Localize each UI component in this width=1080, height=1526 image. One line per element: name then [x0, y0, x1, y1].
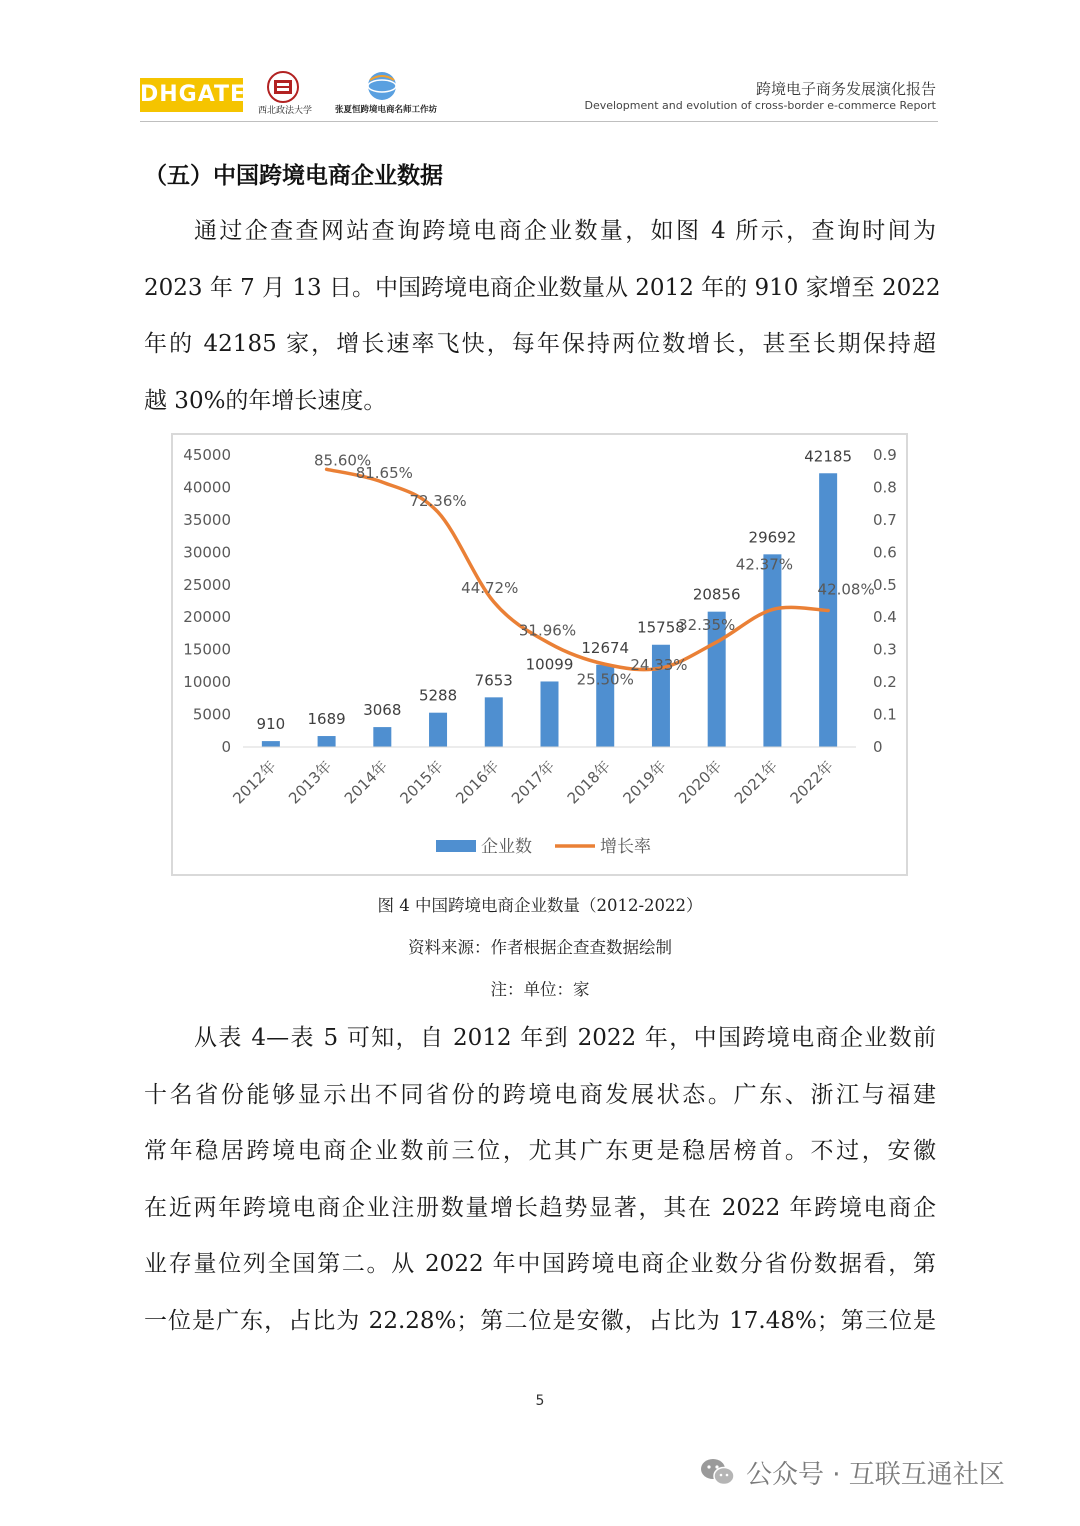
bar-value-label: 42185 [804, 447, 852, 466]
report-title-en: Development and evolution of cross-border e-commerce Report [584, 99, 936, 112]
bar [541, 681, 559, 747]
x-tick-label: 2020年 [675, 757, 726, 808]
bar-value-label: 5288 [418, 686, 458, 705]
x-tick-label: 2022年 [786, 757, 837, 808]
page-number: 5 [535, 1393, 545, 1409]
paragraph-line: 越 30%的年增长速度。 [144, 387, 387, 414]
paragraph-line: 十名省份能够显示出不同省份的跨境电商发展状态。广东、浙江与福建 [144, 1081, 936, 1108]
studio-name: 张夏恒跨境电商名师工作坊 [334, 105, 437, 115]
bar-value-label: 10099 [525, 655, 574, 674]
y-right-tick-label: 0.4 [873, 608, 897, 627]
paragraph-2 [144, 1010, 936, 1349]
line-value-label: 32.35% [678, 616, 736, 635]
bar-value-label: 20856 [692, 585, 741, 604]
figure-caption: 图 4 中国跨境电商企业数量（2012-2022） [377, 896, 703, 915]
studio-globe-icon [362, 70, 402, 102]
watermark-text: 公众号 · 互联互通社区 [746, 1459, 1005, 1490]
x-tick-label: 2015年 [396, 757, 447, 808]
paragraph-1 [144, 203, 941, 429]
y-right-tick-label: 0.2 [873, 673, 897, 692]
bar-value-label: 15758 [637, 618, 685, 637]
bar-value-label: 12674 [581, 638, 630, 657]
watermark [698, 1452, 1005, 1492]
line-value-label: 81.65% [355, 464, 413, 483]
x-tick-label: 2018年 [563, 757, 615, 808]
line-value-label: 72.36% [409, 492, 467, 511]
y-left-tick-label: 40000 [183, 478, 231, 497]
bar [429, 713, 447, 747]
y-left-tick-label: 15000 [183, 640, 231, 659]
paragraph-line: 年的 42185 家，增长速率飞快，每年保持两位数增长，甚至长期保持超 [144, 331, 936, 357]
line-value-label: 44.72% [461, 578, 519, 597]
bar-value-label: 3068 [363, 701, 402, 720]
paragraph-line: 2023 年 7 月 13 日。中国跨境电商企业数量从 2012 年的 910 家增至 2022 [144, 274, 941, 301]
y-right-tick-label: 0.3 [873, 640, 897, 659]
legend-label: 企业数 [481, 837, 532, 857]
wechat-icon [698, 1456, 738, 1488]
report-title-cn: 跨境电子商务发展演化报告 [755, 80, 936, 98]
line-value-label: 25.50% [576, 670, 634, 689]
section-title: （五）中国跨境电商企业数据 [144, 163, 443, 189]
source-caption: 资料来源：作者根据企查查数据绘制 [408, 938, 672, 957]
y-right-tick-label: 0 [873, 738, 883, 756]
page-header [0, 0, 1080, 130]
bar-value-label: 910 [256, 715, 286, 734]
y-left-tick-label: 0 [221, 738, 231, 756]
legend-label: 增长率 [600, 837, 651, 857]
y-left-tick-label: 5000 [192, 705, 231, 724]
y-right-tick-label: 0.7 [873, 510, 897, 529]
header-divider [140, 121, 938, 122]
legend-bar-swatch [436, 840, 476, 852]
note-caption: 注：单位：家 [490, 980, 590, 999]
university-name: 西北政法大学 [257, 106, 312, 116]
y-right-tick-label: 0.9 [873, 446, 897, 464]
y-left-tick-label: 20000 [183, 608, 231, 627]
line-value-label: 42.37% [735, 555, 794, 574]
y-right-tick-label: 0.5 [873, 575, 897, 594]
paragraph-line: 一位是广东，占比为 22.28%；第二位是安徽，占比为 17.48%；第三位是 [144, 1307, 936, 1334]
bar [373, 727, 391, 747]
x-tick-label: 2021年 [730, 757, 782, 808]
company-count-chart [173, 435, 906, 874]
y-right-tick-label: 0.6 [873, 543, 897, 562]
y-left-tick-label: 35000 [183, 510, 231, 529]
paragraph-line: 从表 4—表 5 可知，自 2012 年到 2022 年，中国跨境电商企业数前 [194, 1025, 936, 1051]
paragraph-line: 常年稳居跨境电商企业数前三位，尤其广东更是稳居榜首。不过，安徽 [144, 1138, 936, 1164]
x-tick-label: 2012年 [229, 757, 280, 808]
bar-value-label: 1689 [307, 710, 346, 729]
x-tick-label: 2014年 [340, 757, 392, 808]
bar [485, 697, 503, 747]
bar [763, 554, 781, 747]
bar [318, 736, 336, 747]
y-right-tick-label: 0.1 [873, 705, 897, 724]
y-left-tick-label: 45000 [183, 446, 231, 464]
x-tick-label: 2016年 [452, 757, 503, 808]
y-left-tick-label: 10000 [183, 673, 231, 692]
chart-container [171, 433, 908, 876]
paragraph-line: 业存量位列全国第二。从 2022 年中国跨境电商企业数分省份数据看，第 [144, 1251, 936, 1277]
bar [262, 741, 280, 747]
y-left-tick-label: 25000 [183, 575, 231, 594]
line-value-label: 42.08% [817, 580, 875, 599]
line-value-label: 31.96% [518, 621, 577, 640]
x-tick-label: 2017年 [507, 757, 559, 808]
paragraph-line: 通过企查查网站查询跨境电商企业数量，如图 4 所示，查询时间为 [194, 218, 936, 244]
line-value-label: 85.60% [313, 451, 372, 470]
line-value-label: 24.33% [630, 656, 688, 675]
y-left-tick-label: 30000 [183, 543, 231, 562]
x-tick-label: 2019年 [619, 757, 670, 808]
bar-value-label: 29692 [748, 528, 797, 547]
y-right-tick-label: 0.8 [873, 478, 897, 497]
paragraph-line: 在近两年跨境电商企业注册数量增长趋势显著，其在 2022 年跨境电商企 [144, 1194, 936, 1221]
bar-value-label: 7653 [474, 671, 513, 690]
x-tick-label: 2013年 [285, 757, 336, 808]
dhgate-logo: DHGATE [140, 78, 243, 112]
